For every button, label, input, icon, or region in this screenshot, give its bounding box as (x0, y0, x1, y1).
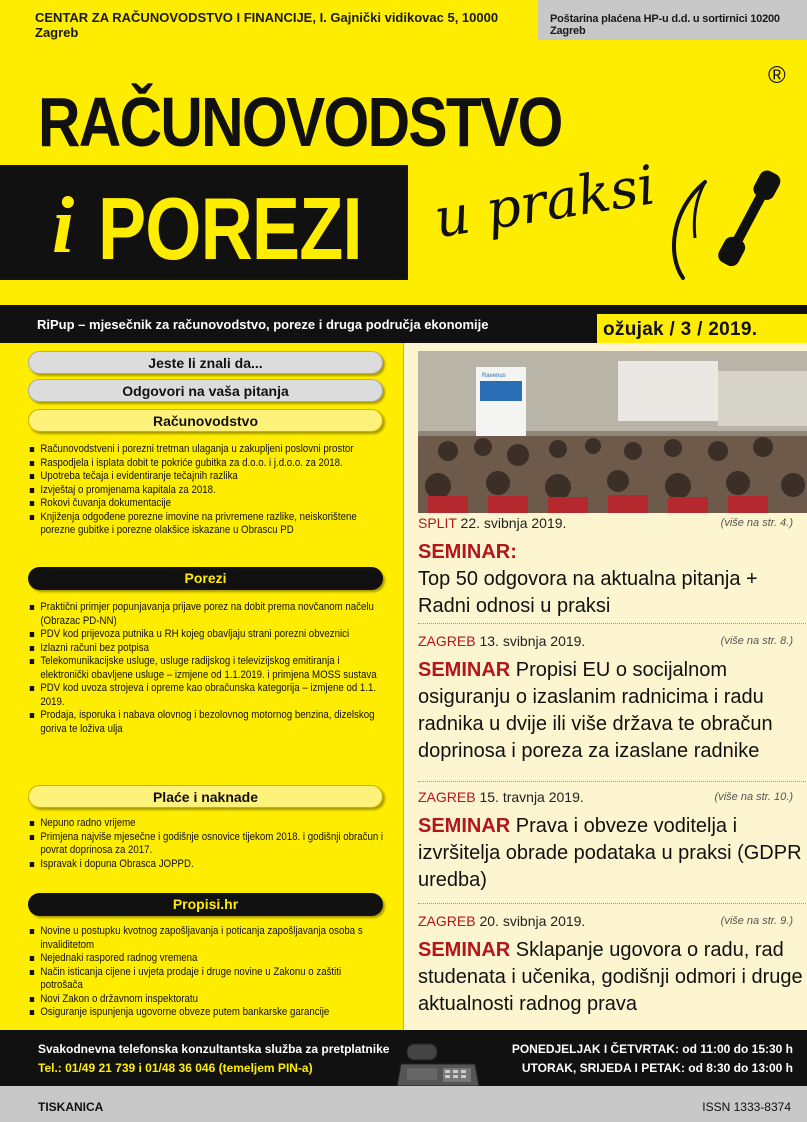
porezi-list (28, 601, 388, 736)
event-zagreb-15[interactable] (418, 789, 803, 894)
event-title: Sklapanje ugovora o radu, rad studenata i učenika, godišnji odmori i druge aktualnosti radnog prava (418, 939, 803, 1015)
list-item: PDV kod prijevoza putnika u RH kojeg obavljaju strani porezni obveznici (28, 628, 384, 642)
event-body (418, 539, 803, 620)
event-separator (418, 903, 807, 904)
section-title-place[interactable]: Plaće i naknade (28, 785, 383, 808)
masthead-title-porezi: POREZI (98, 179, 362, 278)
desk-phone-icon (393, 1034, 483, 1090)
section-title-porezi[interactable]: Porezi (28, 567, 383, 590)
event-date: 13. svibnja 2019. (479, 633, 586, 649)
postage-note: Poštarina plaćena HP-u d.d. u sortirnici 10200 Zagreb (538, 0, 807, 40)
list-item: Ispravak i dopuna Obrasca JOPPD. (28, 858, 384, 872)
list-item: PDV kod uvoza strojeva i opreme kao obračunska kategorija – izmjene od 1.1. 2019. (28, 682, 384, 709)
event-city: ZAGREB (418, 789, 476, 805)
seminar-photo (418, 351, 807, 513)
event-head (418, 515, 803, 533)
section-title-racunovodstvo[interactable]: Računovodstvo (28, 409, 383, 432)
list-item: Izlazni računi bez potpisa (28, 642, 384, 656)
pill-odgovori[interactable]: Odgovori na vaša pitanja (28, 379, 383, 402)
registered-mark: ® (768, 62, 786, 89)
list-item: Nejednaki raspored radnog vremena (28, 952, 384, 966)
event-date: 15. travnja 2019. (479, 789, 584, 805)
pill-jeste-li-znali[interactable]: Jeste li znali da... (28, 351, 383, 374)
list-item: Rokovi čuvanja dokumentacije (28, 497, 384, 511)
list-item: Telekomunikacijske usluge, usluge radijskog i televizijskog emitiranja i elektronički obavljene usluge – izmjene od 1.1.2019. i primjena MOSS sustava (28, 655, 384, 682)
event-page-ref: (više na str. 10.) (714, 791, 793, 803)
event-zagreb-20[interactable] (418, 913, 803, 1018)
event-head (418, 633, 803, 651)
section-title-propisi[interactable]: Propisi.hr (28, 893, 383, 916)
list-item: Nepuno radno vrijeme (28, 817, 384, 831)
event-page-ref: (više na str. 4.) (720, 517, 793, 529)
propisi-list (28, 925, 388, 1020)
event-head (418, 913, 803, 931)
contents-column (0, 343, 403, 1030)
hours-mon-thu: PONEDJELJAK I ČETVRTAK: od 11:00 do 15:30 h (511, 1042, 793, 1056)
event-split[interactable] (418, 515, 803, 620)
printer-label: TISKANICA (38, 1100, 104, 1114)
list-item: Izvještaj o promjenama kapitala za 2018. (28, 484, 384, 498)
list-item: Novi Zakon o državnom inspektoratu (28, 993, 384, 1007)
seminar-label: SEMINAR (418, 659, 511, 681)
event-city: SPLIT (418, 515, 457, 531)
masthead-title-i: i (52, 182, 75, 270)
list-item: Način isticanja cijene i uvjeta prodaje i druge novine u Zakonu o zaštiti potrošača (28, 966, 384, 993)
masthead-title-script: u praksi (430, 153, 660, 251)
subtitle-band (0, 305, 807, 343)
hours-tue-wed-fri: UTORAK, SRIJEDA I PETAK: od 8:30 do 13:00 h (521, 1061, 793, 1075)
top-strip (0, 0, 807, 40)
list-item: Primjena najviše mjesečne i godišnje osnovice tijekom 2018. i godišnji obračun i povrat doprinosa za 2017. (28, 831, 384, 858)
seminar-photo-image (418, 351, 807, 513)
seminar-label: SEMINAR (418, 815, 511, 837)
event-city: ZAGREB (418, 633, 476, 649)
event-page-ref: (više na str. 8.) (720, 635, 793, 647)
list-item: Novine u postupku kvotnog zapošljavanja i poticanja zapošljavanja osoba s invaliditetom (28, 925, 384, 952)
event-page-ref: (više na str. 9.) (720, 915, 793, 927)
phone-numbers[interactable]: Tel.: 01/49 21 739 i 01/48 36 046 (temeljem PIN-a) (38, 1061, 313, 1075)
racunovodstvo-list (28, 443, 388, 538)
list-item: Upotreba tečaja i evidentiranje tečajnih razlika (28, 470, 384, 484)
list-item: Računovodstveni i porezni tretman ulaganja u zakupljeni poslovni prostor (28, 443, 384, 457)
event-body (418, 813, 803, 894)
masthead (0, 40, 807, 305)
event-city: ZAGREB (418, 913, 476, 929)
seminar-label: SEMINAR: (418, 541, 517, 563)
masthead-title-main: RAČUNOVODSTVO (38, 83, 562, 161)
place-list (28, 817, 388, 871)
event-date: 22. svibnja 2019. (460, 515, 567, 531)
publisher-address: CENTAR ZA RAČUNOVODSTVO I FINANCIJE, I. Gajnički vidikovac 5, 10000 Zagreb (0, 0, 538, 40)
list-item: Prodaja, isporuka i nabava olovnog i bezolovnog motornog benzina, dizelskog goriva te loživa ulja (28, 709, 384, 736)
events-column (403, 343, 807, 1030)
footer (0, 1086, 807, 1122)
event-date: 20. svibnja 2019. (479, 913, 586, 929)
event-title: Prava i obveze voditelja i izvršitelja obrade podataka u praksi (GDPR uredba) (418, 815, 802, 891)
subtitle-text: RiPup – mjesečnik za računovodstvo, poreze i druga područja ekonomije (37, 317, 489, 332)
list-item: Knjiženja odgođene porezne imovine na privremene razlike, neiskorištene porezne gubitke i porezne olakšice iskazane u Obrascu PD (28, 511, 384, 538)
event-separator (418, 623, 807, 624)
event-title: Propisi EU o socijalnom osiguranju o izaslanim radnicima i radu radnika u dvije ili više država te obračun doprinosa i poreza za izaslane radnike (418, 659, 773, 762)
event-body (418, 657, 803, 765)
service-text: Svakodnevna telefonska konzultantska služba za pretplatnike (38, 1042, 390, 1056)
event-separator (418, 781, 807, 782)
event-zagreb-13[interactable] (418, 633, 803, 765)
event-body (418, 937, 803, 1018)
issue-number: ožujak / 3 / 2019. (603, 319, 758, 340)
phone-handset-icon (665, 160, 785, 290)
list-item: Praktični primjer popunjavanja prijave porez na dobit prema novčanom načelu (Obrazac PD-NN) (28, 601, 384, 628)
issn: ISSN 1333-8374 (702, 1100, 791, 1114)
list-item: Raspodjela i isplata dobit te pokriće gubitka za d.o.o. i j.d.o.o. za 2018. (28, 457, 384, 471)
contact-band (0, 1030, 807, 1086)
list-item: Osiguranje ispunjenja ugovorne obveze putem bankarske garancije (28, 1006, 384, 1020)
seminar-label: SEMINAR (418, 939, 511, 961)
event-head (418, 789, 803, 807)
issue-box (597, 314, 807, 343)
screen-brand: Ravenus (482, 373, 506, 379)
event-title: Top 50 odgovora na aktualna pitanja + Radni odnosi u praksi (418, 568, 758, 617)
